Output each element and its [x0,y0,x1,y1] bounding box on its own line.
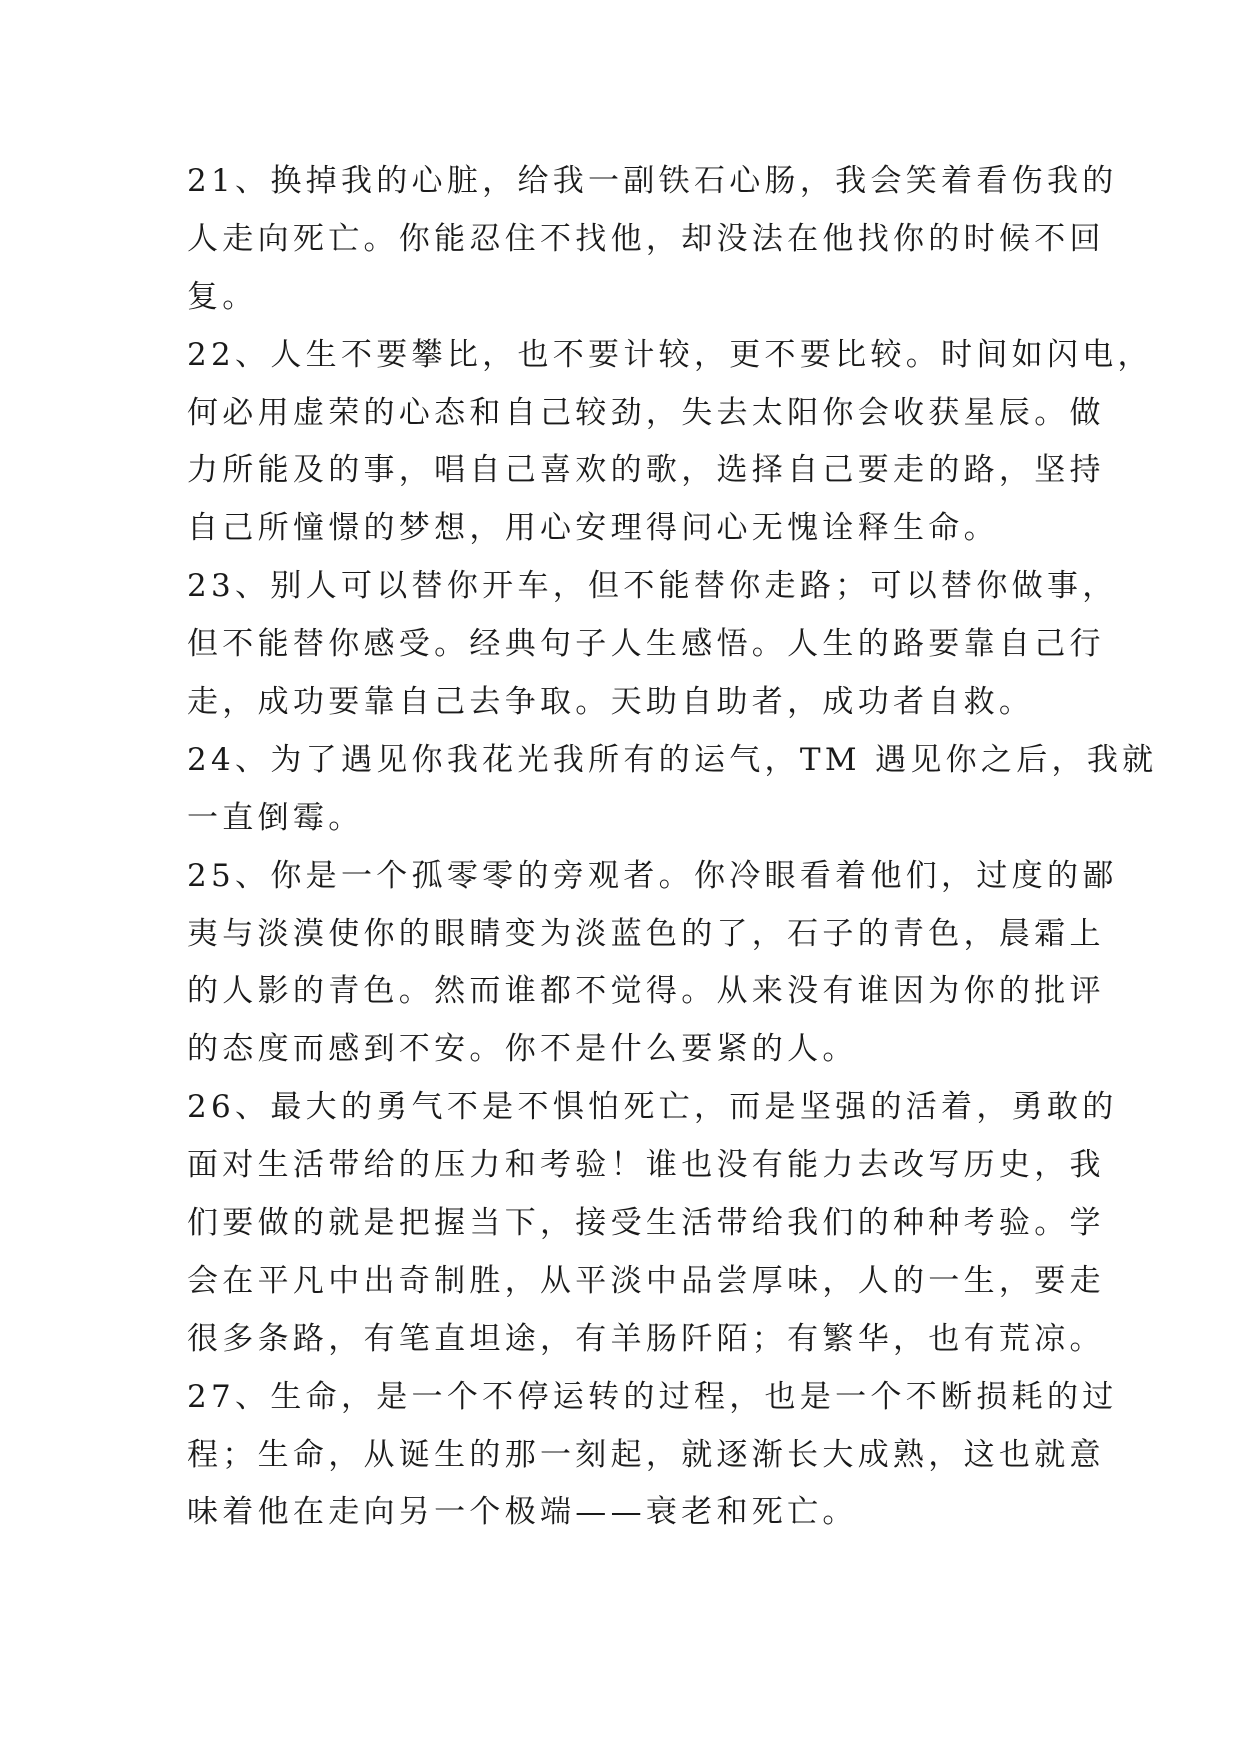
text-line: 味着他在走向另一个极端——衰老和死亡。 [187,1494,858,1531]
document-body [187,153,1158,1542]
text-line: 人走向死亡。你能忍住不找他，却没法在他找你的时候不回 [187,220,1105,257]
text-line: 23、别人可以替你开车，但不能替你走路；可以替你做事， [187,568,1118,605]
text-line: 何必用虚荣的心态和自己较劲，失去太阳你会收获星辰。做 [187,394,1105,431]
text-line: 的态度而感到不安。你不是什么要紧的人。 [187,1031,858,1068]
text-line: 程；生命，从诞生的那一刻起，就逐渐长大成熟，这也就意 [187,1436,1105,1473]
text-line: 们要做的就是把握当下，接受生活带给我们的种种考验。学 [187,1205,1105,1242]
text-line: 27、生命，是一个不停运转的过程，也是一个不断损耗的过 [187,1378,1118,1415]
text-line: 的人影的青色。然而谁都不觉得。从来没有谁因为你的批评 [187,973,1105,1010]
text-line: 但不能替你感受。经典句子人生感悟。人生的路要靠自己行 [187,626,1105,663]
text-line: 走，成功要靠自己去争取。天助自助者，成功者自救。 [187,684,1035,721]
text-line: 复。 [187,278,258,315]
text-line: 21、换掉我的心脏，给我一副铁石心肠，我会笑着看伤我的 [187,163,1118,199]
text-line: 22、人生不要攀比，也不要计较，更不要比较。时间如闪电， [187,336,1153,373]
text-line: 24、为了遇见你我花光我所有的运气，TM 遇见你之后，我就 [187,741,1158,778]
text-line: 夷与淡漠使你的眼睛变为淡蓝色的了，石子的青色，晨霜上 [187,915,1105,952]
text-line: 很多条路，有笔直坦途，有羊肠阡陌；有繁华，也有荒凉。 [187,1320,1105,1357]
text-line: 25、你是一个孤零零的旁观者。你冷眼看着他们，过度的鄙 [187,857,1118,894]
text-line: 自己所憧憬的梦想，用心安理得问心无愧诠释生命。 [187,510,999,547]
text-line: 会在平凡中出奇制胜，从平淡中品尝厚味，人的一生，要走 [187,1262,1105,1299]
text-line: 力所能及的事，唱自己喜欢的歌，选择自己要走的路，坚持 [187,452,1105,489]
text-line: 26、最大的勇气不是不惧怕死亡，而是坚强的活着，勇敢的 [187,1089,1118,1126]
text-line: 面对生活带给的压力和考验！谁也没有能力去改写历史，我 [187,1147,1105,1184]
text-line: 一直倒霉。 [187,799,364,836]
